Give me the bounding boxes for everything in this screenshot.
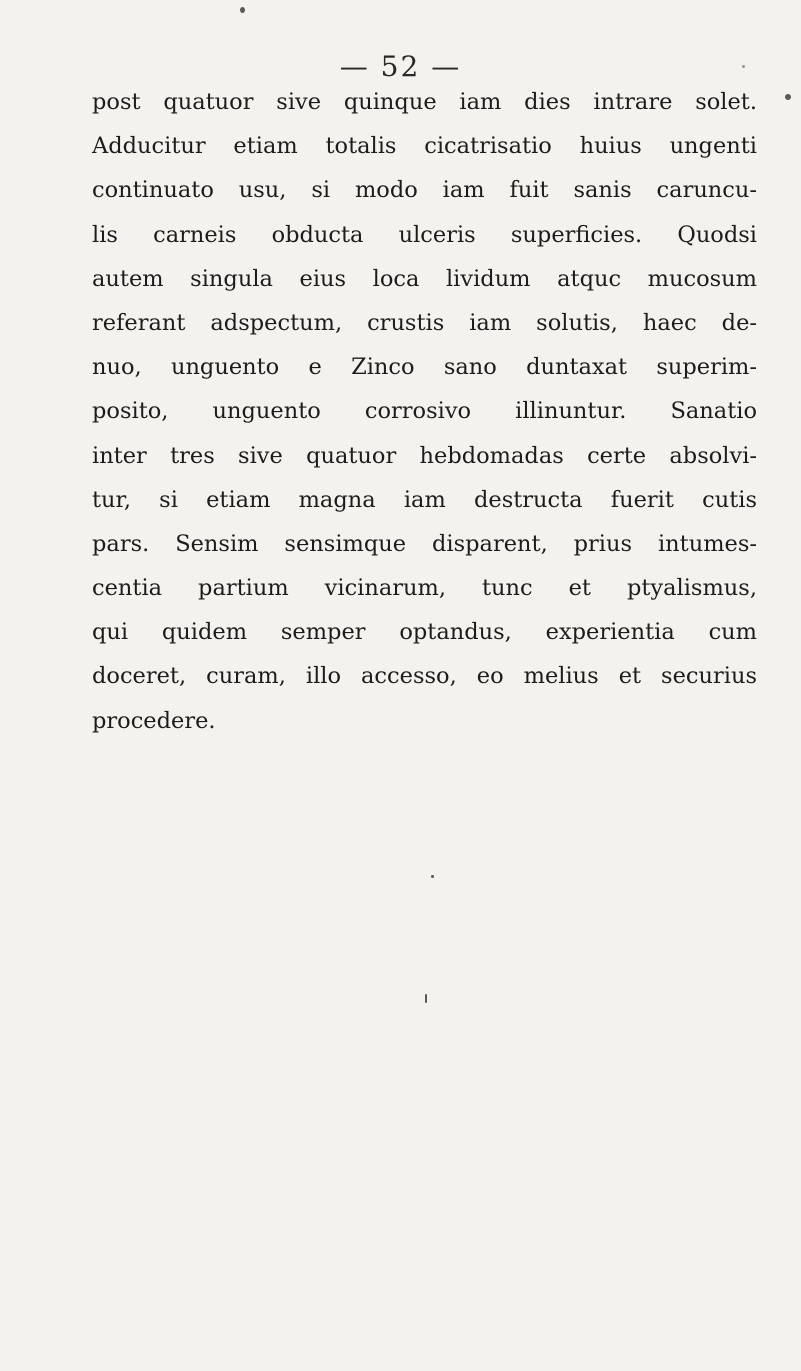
paper-speck <box>240 7 245 13</box>
text-line: post quatuor sive quinque iam dies intrare solet. <box>92 89 757 115</box>
text-line: tur, si etiam magna iam destructa fuerit cutis <box>92 486 757 513</box>
paper-speck <box>425 994 427 1003</box>
text-line: Adducitur etiam totalis cicatrisatio huius ungenti <box>92 133 757 160</box>
text-line: nuo, unguento e Zinco sano duntaxat superim- <box>92 354 757 381</box>
page-number: — 52 — <box>339 50 462 83</box>
text-line: referant adspectum, crustis iam solutis, haec de- <box>92 309 757 336</box>
text-line: inter tres sive quatuor hebdomadas certe absolvi- <box>92 442 757 469</box>
text-line: qui quidem semper optandus, experientia cum <box>92 619 757 646</box>
text-line: procedere. <box>92 707 216 734</box>
text-line: centia partium vicinarum, tunc et ptyalismus, <box>92 575 757 602</box>
text-line: posito, unguento corrosivo illinuntur. Sanatio <box>92 398 757 425</box>
paper-speck <box>785 94 791 100</box>
text-line: pars. Sensim sensimque disparent, prius intumes- <box>92 530 757 557</box>
text-line: doceret, curam, illo accesso, eo melius et securius <box>92 663 757 690</box>
text-line: continuato usu, si modo iam fuit sanis caruncu- <box>92 177 757 204</box>
text-line: autem singula eius loca lividum atquc mucosum <box>92 265 757 292</box>
paper-speck <box>742 65 745 68</box>
text-line: lis carneis obducta ulceris superficies. Quodsi <box>92 221 757 248</box>
body-text <box>92 80 757 743</box>
paper-speck <box>431 875 434 878</box>
